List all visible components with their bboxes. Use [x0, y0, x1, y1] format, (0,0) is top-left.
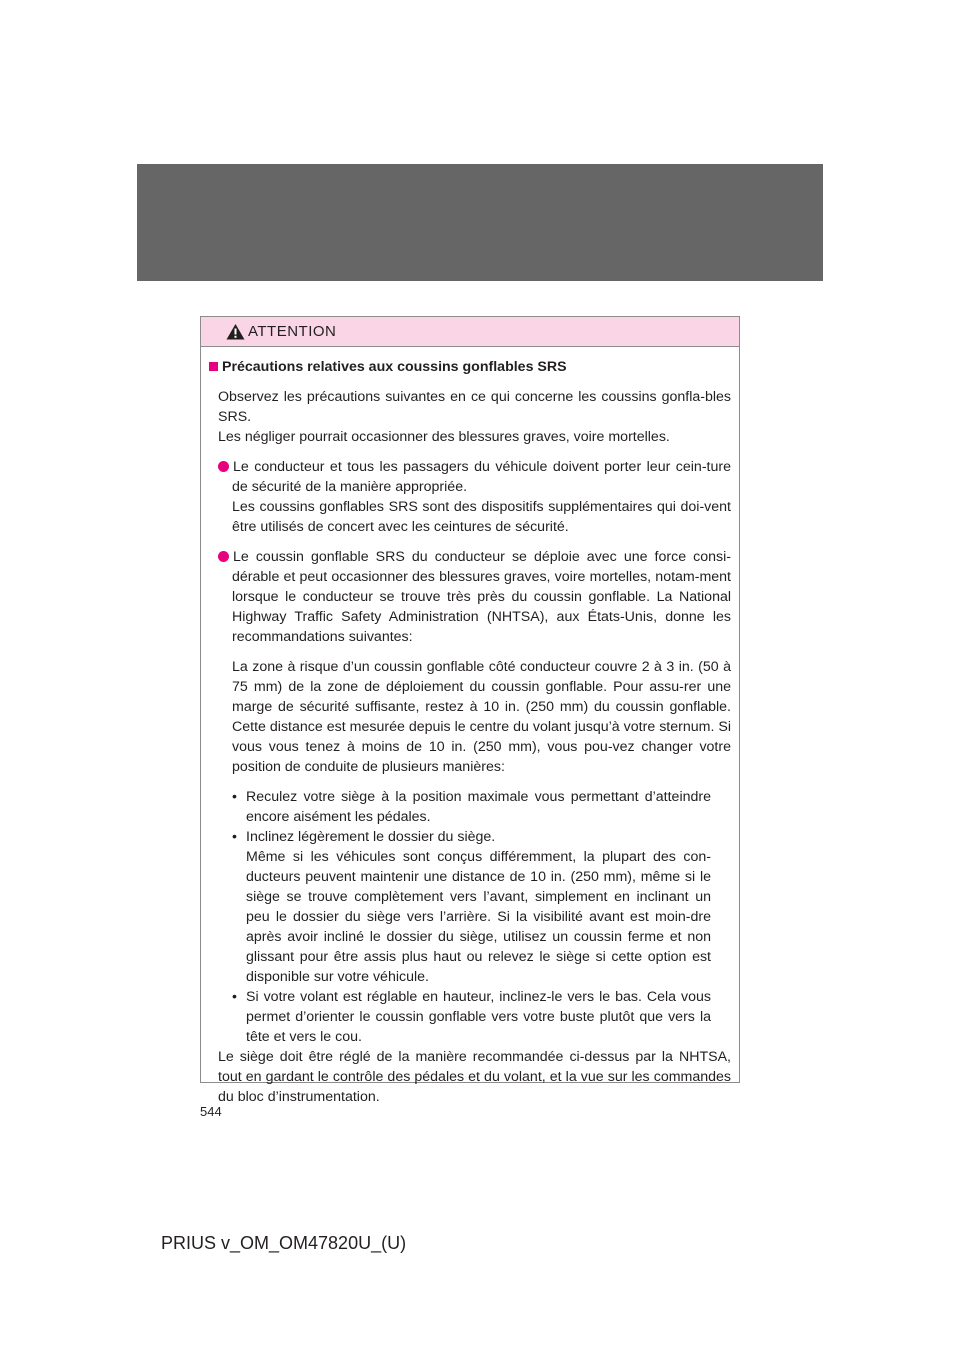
- attention-box: [200, 316, 740, 1105]
- attention-content: [201, 357, 739, 1107]
- bullet-seatbelts: Le conducteur et tous les passagers du véhicule doivent porter leur cein-ture de sécurité de la manière appropriée.: [201, 457, 739, 497]
- document-footer: PRIUS v_OM_OM47820U_(U): [161, 1233, 407, 1253]
- attention-label: ATTENTION: [248, 323, 337, 340]
- chapter-header-band: [137, 164, 823, 281]
- square-bullet-icon: [209, 362, 218, 371]
- sub-bullet-seat-back: • Reculez votre siège à la position maximale vous permettant d’atteindre encore aisément les pédales.: [232, 789, 711, 825]
- circle-bullet-icon: [218, 461, 229, 472]
- circle-bullet-icon: [218, 551, 229, 562]
- intro-text: Observez les précautions suivantes en ce qui concerne les coussins gonfla-bles SRS.: [218, 389, 731, 425]
- attention-header: [201, 317, 739, 347]
- sub-bullet-recline: • Inclinez légèrement le dossier du siège.: [232, 829, 496, 845]
- bullet-dot: •: [232, 789, 237, 805]
- bullet-seatbelts-note: Les coussins gonflables SRS sont des dispositifs supplémentaires qui doi-vent être utilisés de concert avec les ceintures de sécurité.: [232, 499, 731, 535]
- bullet-dot: •: [232, 989, 237, 1005]
- risk-zone-paragraph: La zone à risque d’un coussin gonflable côté conducteur couvre 2 à 3 in. (50 à 75 mm) de la zone de déploiement du coussin gonflable. Pour assu-rer une marge de sécurité suffisante, restez à 10 in. (250 mm) du coussin gonflable. Cette distance est mesurée depuis le centre du volant jusqu’à votre sternum. Si vous vous tenez à moins de 10 in. (250 mm), vous pou-vez changer votre position de conduite de plusieurs manières:: [232, 659, 731, 775]
- warning-triangle-icon: [226, 323, 245, 340]
- sub-bullet-recline-detail: Même si les véhicules sont conçus différemment, la plupart des con-ducteurs peuvent maintenir une distance de 10 in. (250 mm), même si le siège se trouve complètement vers l’avant, simplement en inclinant un peu le dossier du siège vers l’arrière. Si la visibilité avant est moin-dre après avoir incliné le dossier du siège, utilisez un coussin ferme et non glissant pour être assis plus haut ou relevez le siège si cette option est disponible sur votre véhicule.: [246, 849, 711, 985]
- sub-bullet-steering-tilt: • Si votre volant est réglable en hauteur, inclinez-le vers le bas. Cela vous permet d’orienter le coussin gonflable vers votre buste plutôt que vers la tête et vers le cou.: [232, 989, 711, 1045]
- section-heading: Précautions relatives aux coussins gonflables SRS: [201, 357, 739, 377]
- bullet-driver-airbag: Le coussin gonflable SRS du conducteur se déploie avec une force consi-dérable et peut occasionner des blessures graves, voire mortelles, notam-ment lorsque le conducteur se trouve très près du coussin gonflable. La National Highway Traffic Safety Administration (NHTSA), aux États-Unis, donne les recommandations suivantes:: [201, 547, 739, 647]
- page-number: 544: [200, 1104, 222, 1119]
- intro-text-2: Les négliger pourrait occasionner des blessures graves, voire mortelles.: [218, 429, 670, 445]
- closing-paragraph: Le siège doit être réglé de la manière recommandée ci-dessus par la NHTSA, tout en gardant le contrôle des pédales et du volant, et la vue sur les commandes du bloc d’instrumentation.: [218, 1049, 731, 1105]
- bullet-dot: •: [232, 829, 237, 845]
